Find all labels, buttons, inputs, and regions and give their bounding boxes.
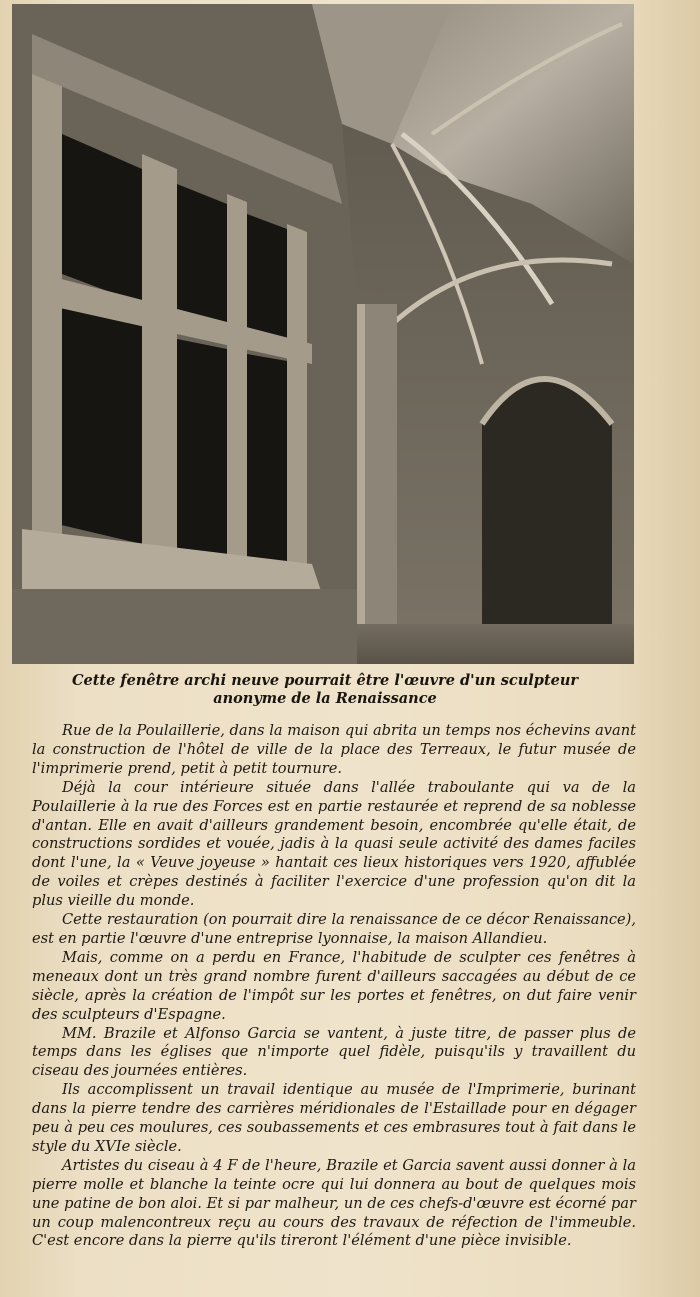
article-paragraph: Artistes du ciseau à 4 F de l'heure, Brazile et Garcia savent aussi donner à la pierre molle et blanche la teinte ocre qui lui donnera au bout de quelques mois une patine de bon aloi. Et si par malheur, un de ces chefs-d'œuvre est écorné par un coup malencontreux reçu au cours des travaux de réfection de l'immeuble. C'est encore dans la pierre qu'ils tireront l'élément d'une pièce invisible. — [32, 1156, 636, 1250]
article-paragraph: Ils accomplissent un travail identique au musée de l'Imprimerie, burinant dans la pierre tendre des carrières méridionales de l'Estaillade pour en dégager peu à peu ces moulures, ces soubassements et ces embrasures tout à fait dans le style du XVIe siècle. — [32, 1081, 636, 1155]
caption-line-1: Cette fenêtre archi neuve pourrait être l'œuvre d'un sculpteur — [71, 672, 579, 689]
article-paragraph: Mais, comme on a perdu en France, l'habitude de sculpter ces fenêtres à meneaux dont un très grand nombre furent d'ailleurs saccagées au début de ce siècle, après la création de l'impôt sur les portes et fenêtres, on dut faire venir des sculpteurs d'Espagne. — [32, 948, 636, 1023]
article-paragraph: MM. Brazile et Alfonso Garcia se vantent, à juste titre, de passer plus de temps dans les églises que n'importe quel fidèle, puisqu'ils y travaillent du ciseau des journées entières. — [32, 1024, 636, 1080]
courtyard-photograph — [12, 4, 634, 664]
article-paragraph: Cette restauration (on pourrait dire la renaissance de ce décor Renaissance), est en partie l'œuvre d'une entreprise lyonnaise, la maison Allandieu. — [32, 911, 636, 947]
caption-line-2: anonyme de la Renaissance — [213, 690, 437, 707]
photo-caption — [20, 672, 630, 708]
article-paragraph: Déjà la cour intérieure située dans l'allée traboulante qui va de la Poulaillerie à la rue des Forces est en partie restaurée et reprend de sa noblesse d'antan. Elle en avait d'ailleurs grandement besoin, encombrée qu'elle était, de constructions sordides et vouée, jadis à la quasi seule activité des dames faciles dont l'une, la « Veuve joyeuse » hantait ces lieux historiques vers 1920, affublée de voiles et crèpes destinés à faciliter l'exercice d'une profession qu'on dit la plus vieille du monde. — [32, 778, 636, 910]
article-paragraph: Rue de la Poulaillerie, dans la maison qui abrita un temps nos échevins avant la construction de l'hôtel de ville de la place des Terreaux, le futur musée de l'imprimerie prend, petit à petit tournure. — [32, 722, 636, 777]
photo-illustration — [12, 4, 634, 664]
article-body — [32, 722, 636, 1251]
